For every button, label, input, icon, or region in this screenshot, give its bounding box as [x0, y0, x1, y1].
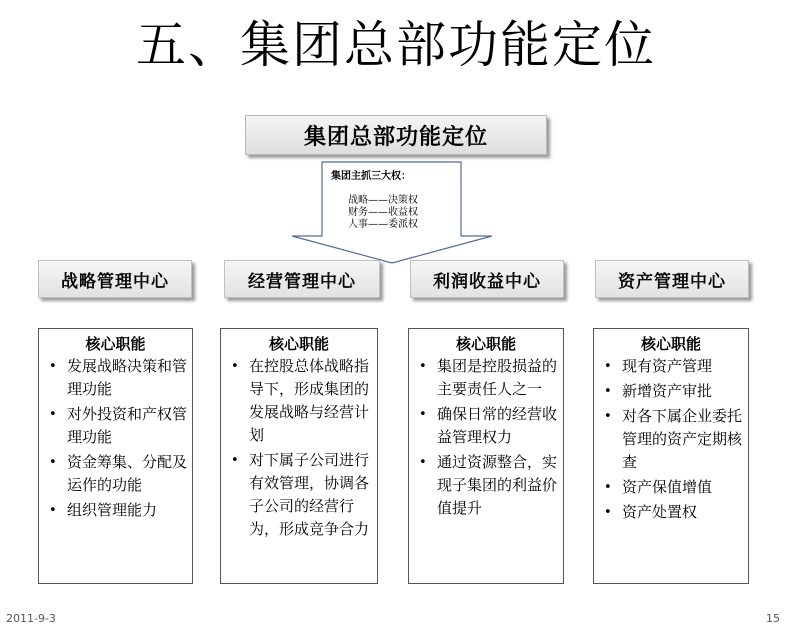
- card-profit: [408, 328, 564, 584]
- list-item: • 对外投资和产权管理功能: [67, 403, 192, 449]
- power-strategy: 战略——决策权: [348, 195, 418, 206]
- page-number: 15: [766, 612, 780, 625]
- center-header-assets: 资产管理中心: [595, 260, 749, 298]
- list-item: • 组织管理能力: [67, 499, 192, 522]
- list-item: • 对各下属企业委托管理的资产定期核查: [622, 405, 748, 474]
- list-item: • 在控股总体战略指导下，形成集团的发展战略与经营计划: [249, 355, 377, 447]
- list-item: • 资产保值增值: [622, 476, 748, 499]
- list-item: • 新增资产审批: [622, 380, 748, 403]
- card-title: 核心职能: [268, 335, 329, 353]
- list-item: • 通过资源整合，实现子集团的利益价值提升: [437, 451, 563, 520]
- page-title: 五、集团总部功能定位: [136, 16, 656, 74]
- hq-function-banner: 集团总部功能定位: [245, 115, 547, 155]
- list-item: • 集团是控股损益的主要责任人之一: [437, 355, 563, 401]
- list-item: • 资产处置权: [622, 501, 748, 524]
- power-personnel: 人事——委派权: [348, 219, 418, 230]
- card-title: 核心职能: [455, 335, 516, 353]
- three-powers-heading: 集团主抓三大权：: [331, 171, 411, 182]
- list-item: • 资金筹集、分配及运作的功能: [67, 451, 192, 497]
- center-header-operations: 经营管理中心: [224, 260, 380, 298]
- list-item: • 发展战略决策和管理功能: [67, 355, 192, 401]
- three-powers-list: [348, 195, 418, 231]
- center-header-strategy: 战略管理中心: [38, 260, 192, 298]
- list-item: • 现有资产管理: [622, 355, 748, 378]
- card-title: 核心职能: [640, 335, 701, 353]
- card-operations: [220, 328, 378, 584]
- card-strategy: [38, 328, 193, 584]
- list-item: • 确保日常的经营收益管理权力: [437, 403, 563, 449]
- center-header-profit: 利润收益中心: [410, 260, 564, 298]
- footer-date: 2011-9-3: [6, 612, 56, 625]
- card-assets: [593, 328, 749, 584]
- list-item: • 对下属子公司进行有效管理，协调各子公司的经营行为，形成竞争合力: [249, 449, 377, 541]
- power-finance: 财务——收益权: [348, 207, 418, 218]
- card-title: 核心职能: [85, 335, 146, 353]
